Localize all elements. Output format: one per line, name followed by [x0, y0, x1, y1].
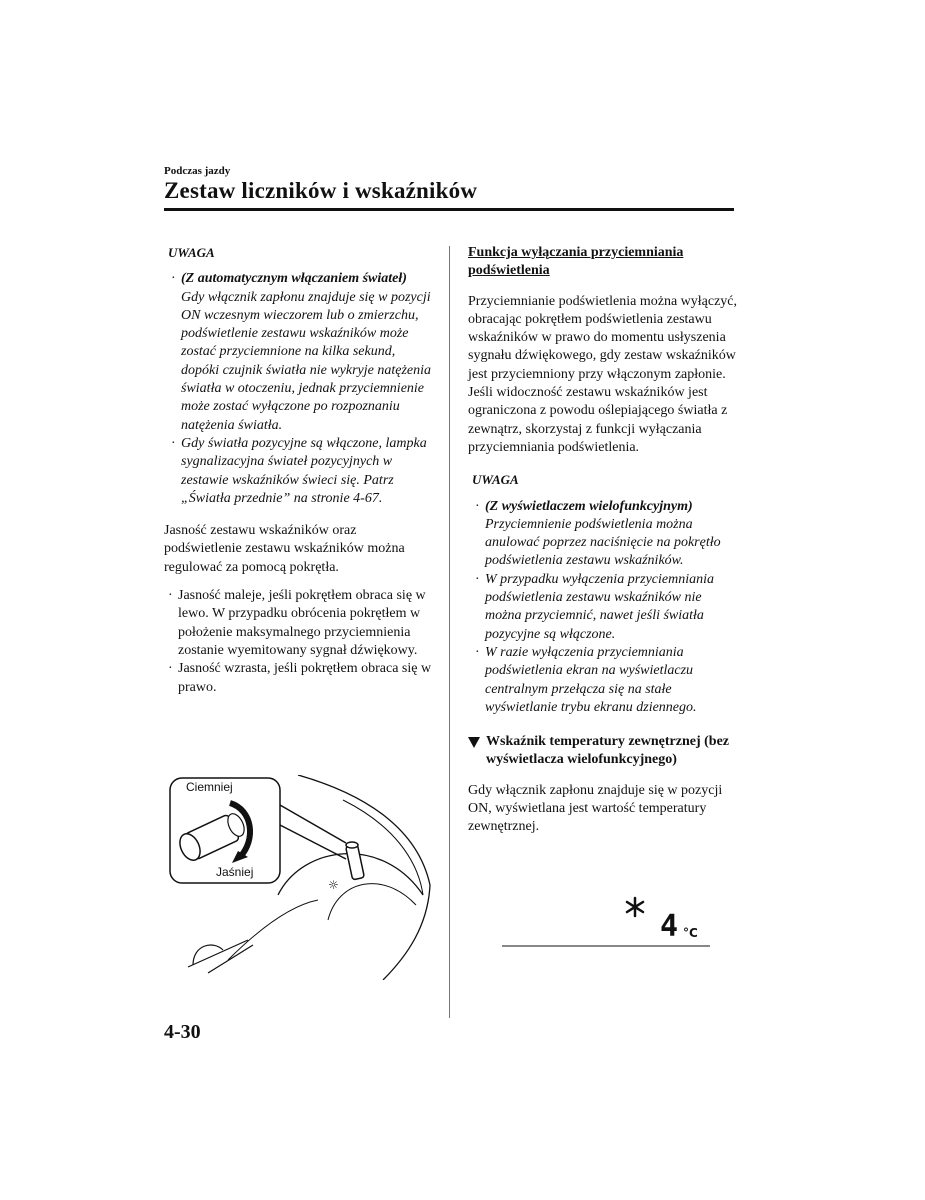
note-item-text: W przypadku wyłączenia przyciemniania podświetlenia zestawu wskaźników nie można przyciemnić, nawet jeśli światła pozycyjne są włączone. [485, 571, 715, 642]
snowflake-icon [627, 898, 643, 916]
section-label: Podczas jazdy [164, 165, 231, 177]
knob-drawing [168, 775, 438, 980]
page-number: 4-30 [164, 1021, 201, 1043]
temperature-section-heading [468, 733, 740, 770]
page-title: Zestaw liczników i wskaźników [164, 178, 478, 203]
display-drawing [500, 890, 720, 960]
temperature-paragraph: Gdy włącznik zapłonu znajduje się w pozycji ON, wyświetlana jest wartość temperatury zewnętrznej. [468, 782, 723, 835]
note-item-head: (Z automatycznym włączaniem świateł) [181, 271, 407, 287]
title-rule [164, 208, 734, 211]
label-darker: Ciemniej [186, 780, 233, 794]
note-item [174, 270, 436, 435]
note-item-text: Przyciemnienie podświetlenia można anulować poprzez naciśnięcie na pokrętło podświetlenia zestawu wskaźników. [485, 516, 721, 569]
left-column [164, 244, 436, 697]
note-heading: UWAGA [472, 472, 519, 488]
note-item [478, 498, 740, 571]
note-item [478, 571, 740, 644]
note-heading: UWAGA [168, 245, 215, 260]
note-item-text: Gdy włącznik zapłonu znajduje się w pozycji ON wczesnym wieczorem lub o zmierzchu, podświetlenie zestawu wskaźników może zostać przyciemnione na kilka sekund, dopóki czujnik światła nie wykryje natężenia światła w otoczeniu, jednak przyciemnienie może zostać wyłączone po rozpoznaniu natężenia światła. [181, 289, 432, 433]
temperature-unit: °C [683, 926, 698, 940]
note-list [164, 270, 436, 508]
bullet-item: · Jasność maleje, jeśli pokrętłem obraca się w lewo. W przypadku obrócenia pokrętłem w położenie maksymalnego przyciemnienia zostanie wyemitowany sygnał dźwiękowy. [171, 587, 436, 660]
note-item-head: (Z wyświetlaczem wielofunkcyjnym) [485, 498, 693, 514]
triangle-marker-icon [468, 737, 480, 748]
dimming-cancel-paragraph: Przyciemnianie podświetlenia można wyłączyć, obracając pokrętłem podświetlenia zestawu wskaźników w prawo do momentu usłyszenia sygnału dźwiękowego, gdy zestaw wskaźników jest przyciemniony przy włączonym zapłonie. Jeśli widoczność zestawu wskaźników jest ograniczona z powodu oślepiającego światła z zewnątrz, skorzystaj z funkcji wyłączania przyciemniania podświetlenia. [468, 293, 738, 455]
temperature-heading-text: Wskaźnik temperatury zewnętrznej (bez wyświetlacza wielofunkcyjnego) [486, 734, 729, 768]
bullet-item: · Jasność wzrasta, jeśli pokrętłem obraca się w prawo. [171, 660, 436, 697]
temperature-value: 4 [660, 909, 679, 944]
svg-text:☼: ☼ [328, 878, 339, 892]
note-list [468, 498, 740, 718]
knob-illustration [168, 775, 438, 980]
column-divider [449, 246, 450, 1018]
label-brighter: Jaśniej [216, 865, 254, 879]
right-column [468, 244, 740, 837]
note-item-text: Gdy światła pozycyjne są włączone, lampka sygnalizacyjna świateł pozycyjnych w zestawie wskaźników świeci się. Patrz „Światła przednie” na stronie 4-67. [181, 435, 427, 506]
note-item [174, 435, 436, 508]
bullet-list [164, 587, 436, 697]
note-item-text: W razie wyłączenia przyciemniania podświetlenia ekran na wyświetlaczu centralnym przełącza się na stałe wyświetlanie trybu ekranu dziennego. [485, 644, 697, 715]
brightness-paragraph: Jasność zestawu wskaźników oraz podświetlenie zestawu wskaźników można regulować za pomocą pokrętła. [164, 523, 405, 575]
temperature-display [500, 890, 720, 960]
dimming-cancel-subheading: Funkcja wyłączania przyciemniania podświetlenia [468, 245, 684, 279]
note-item [478, 644, 740, 717]
